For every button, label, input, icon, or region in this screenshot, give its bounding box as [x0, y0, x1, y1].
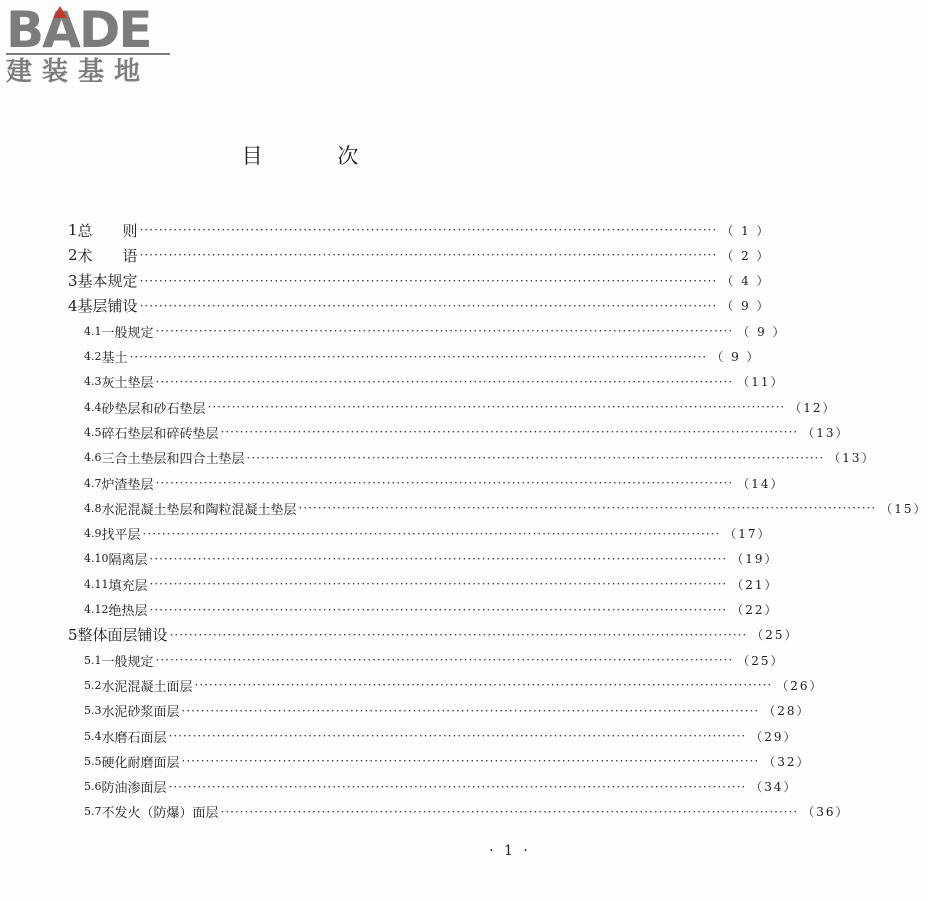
toc-entry-page: （12）	[789, 400, 837, 415]
logo-letter-a-text: A	[42, 1, 79, 59]
toc-entry-title: 基本规定	[77, 272, 138, 291]
toc-dot-leader: ························································································································	[139, 248, 718, 263]
toc-entry-number: 4.10	[84, 552, 109, 566]
toc-entry-page: （11）	[737, 375, 785, 390]
toc-dot-leader: ························································································································	[155, 476, 734, 490]
toc-entry-number: 5.5	[84, 754, 102, 768]
toc-dot-leader: ························································································································	[142, 526, 721, 541]
toc-entry[interactable]	[68, 218, 771, 242]
toc-dot-leader: ························································································································	[298, 501, 877, 516]
toc-entry[interactable]	[84, 319, 787, 343]
toc-entry-number: 5.2	[84, 678, 102, 692]
toc-entry-number: 4.9	[84, 527, 102, 541]
toc-entry[interactable]	[84, 800, 850, 824]
toc-entry-page: （17）	[724, 527, 772, 542]
page-number: · 1 ·	[489, 843, 531, 859]
toc-entry[interactable]	[68, 243, 771, 267]
toc-entry-number: 4.4	[84, 400, 102, 414]
toc-entry[interactable]	[84, 522, 772, 546]
publisher-logo	[6, 1, 176, 87]
toc-entry-page: （21）	[731, 577, 779, 592]
toc-entry-title: 不发火（防爆）面层	[101, 806, 219, 822]
toc-entry-number: 4.3	[84, 375, 102, 389]
toc-entry[interactable]	[84, 724, 798, 748]
toc-entry-page: （13）	[828, 451, 876, 466]
toc-entry-page: （26）	[776, 678, 824, 693]
toc-entry-page: （34）	[750, 780, 798, 795]
toc-entry-page: （14）	[737, 476, 785, 491]
toc-entry-number: 4.6	[84, 451, 102, 465]
toc-entry-title: 一般规定	[101, 325, 154, 341]
toc-entry[interactable]	[68, 623, 799, 647]
toc-entry[interactable]	[84, 673, 824, 697]
toc-dot-leader: ························································································································	[155, 653, 734, 668]
toc-entry-title: 灰土垫层	[101, 376, 154, 392]
toc-entry-title: 水泥混凝土垫层和陶粒混凝土垫层	[101, 502, 297, 518]
toc-entry-number: 4.8	[84, 501, 102, 515]
toc-entry-number: 1	[68, 221, 78, 239]
toc-dot-leader: ························································································································	[149, 577, 728, 592]
logo-red-accent-icon	[53, 6, 67, 18]
toc-entry-title: 水泥砂浆面层	[101, 705, 180, 721]
toc-entry-number: 2	[68, 246, 78, 265]
toc-entry-page: （ 9 ）	[711, 350, 761, 364]
logo-letters-de: DE	[78, 1, 151, 59]
toc-dot-leader: ························································································································	[149, 551, 728, 566]
toc-entry-page: （13）	[802, 425, 850, 440]
toc-entry-page: （15）	[880, 501, 928, 516]
toc-entry-page: （25）	[737, 653, 785, 668]
toc-dot-leader: ························································································································	[139, 273, 718, 288]
toc-entry-page: （ 4 ）	[721, 274, 771, 289]
toc-entry-number: 4.1	[84, 324, 102, 338]
toc-dot-leader: ························································································································	[129, 349, 708, 364]
toc-dot-leader: ························································································································	[207, 400, 786, 415]
toc-entry-number: 4.2	[84, 350, 102, 363]
toc-entry-page: （19）	[731, 552, 779, 567]
toc-entry-page: （ 2 ）	[721, 248, 771, 263]
toc-dot-leader: ························································································································	[246, 450, 825, 465]
toc-dot-leader: ························································································································	[194, 678, 773, 693]
toc-entry[interactable]	[84, 496, 928, 520]
toc-entry[interactable]	[84, 547, 779, 571]
toc-entry-number: 4.5	[84, 425, 102, 439]
toc-entry-title: 水泥混凝土面层	[101, 679, 193, 695]
toc-entry-title: 三合土垫层和四合土垫层	[101, 452, 245, 468]
toc-entry-title: 碎石垫层和碎砖垫层	[101, 426, 219, 442]
toc-entry[interactable]	[84, 420, 850, 444]
toc-entry[interactable]	[84, 370, 785, 394]
toc-entry-page: （ 9 ）	[721, 299, 771, 314]
toc-entry-number: 4.12	[84, 603, 109, 616]
logo-chinese-name: 建装基地	[6, 57, 151, 87]
toc-dot-leader: ························································································································	[181, 754, 760, 769]
toc-entry-title: 炉渣垫层	[101, 477, 154, 493]
toc-dot-leader: ························································································································	[168, 779, 747, 794]
toc-entry-title: 隔离层	[108, 553, 148, 569]
toc-entry-title: 绝热层	[108, 604, 148, 619]
toc-entry-title: 填充层	[108, 578, 148, 594]
toc-entry-page: （ 9 ）	[737, 324, 787, 339]
toc-dot-leader: ························································································································	[169, 627, 748, 642]
toc-entry-number: 4.11	[84, 577, 109, 591]
toc-entry-title: 水磨石面层	[101, 730, 167, 746]
toc-entry[interactable]	[68, 294, 771, 318]
toc-entry-page: （36）	[802, 805, 850, 820]
toc-entry[interactable]	[84, 572, 779, 596]
toc-entry-number: 5	[68, 625, 78, 644]
toc-entry-title: 术 语	[77, 246, 138, 265]
toc-entry[interactable]	[84, 699, 811, 723]
toc-entry-page: （25）	[751, 628, 799, 643]
toc-entry-title: 整体面层铺设	[77, 626, 168, 645]
toc-entry[interactable]	[84, 775, 798, 799]
toc-entry-page: （28）	[763, 704, 811, 719]
page-title: 目 次	[241, 144, 393, 168]
toc-entry-title: 硬化耐磨面层	[101, 755, 180, 771]
toc-dot-leader: ························································································································	[149, 602, 728, 617]
toc-dot-leader: ························································································································	[181, 703, 760, 718]
logo-letter-b: B	[6, 1, 43, 59]
toc-dot-leader: ························································································································	[139, 298, 718, 313]
toc-entry[interactable]	[84, 749, 811, 773]
toc-entry[interactable]	[84, 648, 785, 672]
toc-entry-page: （ 1 ）	[721, 223, 771, 238]
toc-entry-number: 5.6	[84, 780, 102, 794]
logo-letter-a	[42, 1, 79, 59]
logo-wordmark	[6, 1, 176, 59]
toc-entry-number: 4.7	[84, 476, 102, 490]
toc-dot-leader: ························································································································	[220, 804, 799, 819]
toc-entry-title: 一般规定	[101, 654, 154, 670]
toc-dot-leader: ························································································································	[139, 223, 718, 237]
toc-entry-number: 5.7	[84, 805, 102, 819]
toc-entry[interactable]	[68, 269, 771, 293]
toc-entry-page: （22）	[731, 603, 779, 617]
toc-dot-leader: ························································································································	[220, 425, 799, 440]
toc-entry[interactable]	[84, 395, 837, 419]
toc-entry-title: 砂垫层和砂石垫层	[101, 401, 206, 417]
toc-entry-title: 基土	[101, 351, 128, 366]
toc-entry[interactable]	[84, 598, 779, 622]
toc-dot-leader: ························································································································	[155, 324, 734, 339]
toc-entry-number: 5.4	[84, 729, 102, 743]
toc-entry-number: 3	[68, 271, 78, 290]
toc-entry-page: （29）	[750, 729, 798, 744]
toc-entry-title: 总 则	[77, 221, 138, 240]
toc-entry[interactable]	[84, 345, 761, 369]
toc-entry[interactable]	[84, 471, 785, 495]
toc-entry-number: 5.3	[84, 704, 102, 718]
toc-dot-leader: ························································································································	[155, 374, 734, 389]
toc-entry-number: 4	[68, 296, 78, 315]
toc-dot-leader: ························································································································	[168, 729, 747, 743]
toc-entry-page: （32）	[763, 754, 811, 769]
toc-entry-title: 防油渗面层	[101, 781, 167, 797]
toc-entry[interactable]	[84, 446, 876, 470]
toc-entry-number: 5.1	[84, 653, 102, 667]
toc-entry-title: 基层铺设	[77, 297, 138, 316]
toc-entry-title: 找平层	[101, 528, 141, 544]
